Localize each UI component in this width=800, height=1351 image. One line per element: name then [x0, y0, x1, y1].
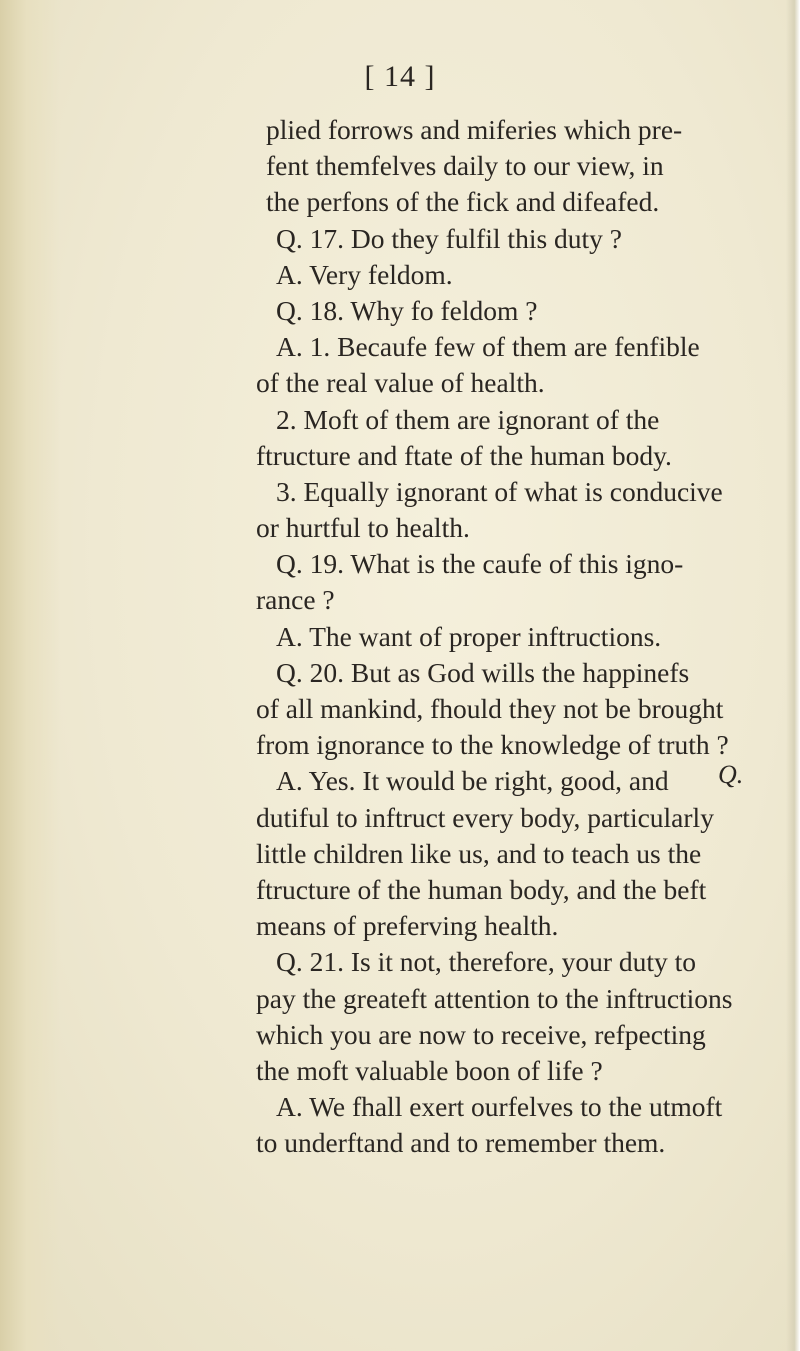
text-line: pay the greateft attention to the inftructions: [256, 982, 733, 1014]
text-line: ftructure of the human body, and the beft: [256, 873, 707, 905]
page-gutter-shadow: [0, 0, 60, 1351]
text-line: Q. 19. What is the caufe of this igno-: [276, 548, 684, 580]
text-line: 3. Equally ignorant of what is conducive: [276, 475, 723, 507]
text-line: or hurtful to health.: [256, 512, 470, 544]
body-text: [256, 112, 766, 1161]
text-line: Q. 17. Do they fulfil this duty ?: [276, 222, 623, 254]
text-line: the perfons of the fick and difeafed.: [266, 186, 660, 218]
text-line: to underftand and to remember them.: [256, 1127, 666, 1159]
text-line: the moft valuable boon of life ?: [256, 1054, 603, 1086]
page-right-edge: [786, 0, 800, 1351]
text-line: dutiful to inftruct every body, particularly: [256, 801, 714, 833]
text-line: A. Very feldom.: [276, 258, 453, 290]
text-line: Q. 21. Is it not, therefore, your duty to: [276, 946, 697, 978]
text-line: 2. Moft of them are ignorant of the: [276, 403, 660, 435]
text-line: which you are now to receive, refpecting: [256, 1018, 706, 1050]
text-line: A. Yes. It would be right, good, and: [276, 765, 669, 797]
text-line: A. We fhall exert ourfelves to the utmoft: [276, 1091, 723, 1123]
text-line: fent themfelves daily to our view, in: [266, 150, 664, 182]
text-line: A. 1. Becaufe few of them are fenfible: [276, 331, 700, 363]
text-line: from ignorance to the knowledge of truth ?: [256, 729, 729, 761]
text-line: A. The want of proper inftructions.: [276, 620, 662, 652]
text-line: means of preferving health.: [256, 910, 559, 942]
text-line: Q. 20. But as God wills the happinefs: [276, 656, 690, 688]
page-number: [ 14 ]: [364, 60, 436, 93]
text-line: Q. 18. Why fo feldom ?: [276, 294, 538, 326]
text-line: ftructure and ftate of the human body.: [256, 439, 672, 471]
text-line: rance ?: [256, 584, 335, 616]
text-line: of all mankind, fhould they not be brought: [256, 693, 724, 724]
text-line: little children like us, and to teach us the: [256, 837, 702, 869]
text-line: of the real value of health.: [256, 367, 545, 399]
text-line: plied forrows and miferies which pre-: [266, 114, 683, 145]
catchword: Q.: [718, 760, 744, 789]
